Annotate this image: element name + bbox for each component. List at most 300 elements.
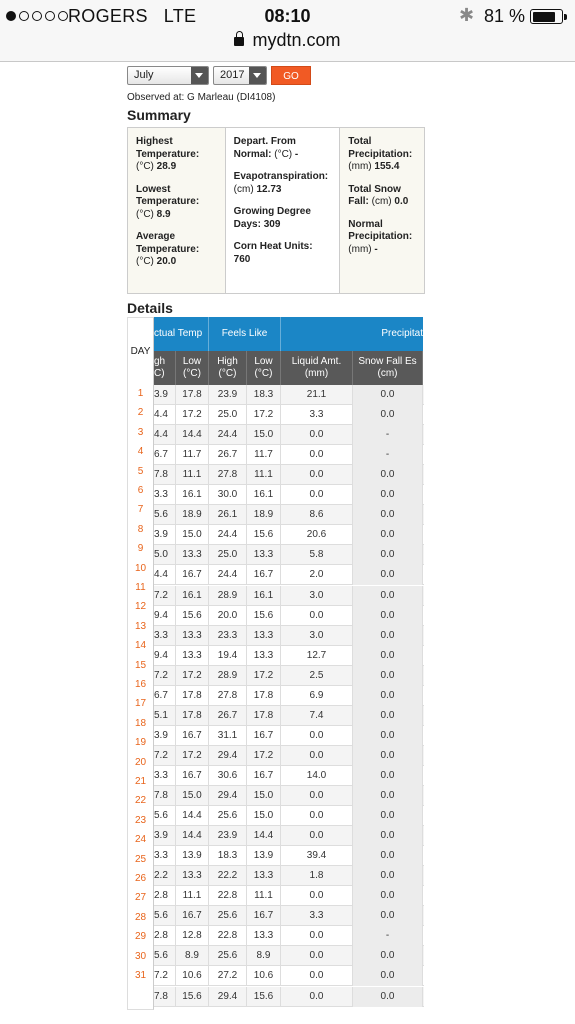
table-cell: 16.7	[176, 906, 209, 926]
table-row	[154, 686, 424, 706]
go-button[interactable]: GO	[271, 66, 311, 85]
day-number: 4	[137, 446, 144, 458]
table-cell: 17.2	[176, 405, 209, 425]
summary-precip-column	[340, 128, 424, 293]
table-cell: 15.0	[176, 786, 209, 806]
day-number: 25	[134, 853, 147, 865]
day-number: 28	[134, 911, 147, 923]
details-title: Details	[127, 300, 173, 316]
table-cell: 0.0	[353, 385, 423, 405]
table-cell: 11.7	[176, 445, 209, 465]
table-row	[154, 706, 424, 726]
table-row	[154, 786, 424, 806]
table-cell: 0.0	[281, 445, 353, 465]
day-header: DAY	[130, 346, 151, 357]
table-cell: 3.9	[154, 826, 176, 846]
day-column	[127, 317, 154, 1010]
table-cell: 1.8	[281, 866, 353, 886]
table-cell: 13.3	[247, 646, 281, 666]
day-number: 2	[137, 407, 144, 419]
table-cell: 10.6	[176, 966, 209, 986]
table-cell: 7.8	[154, 987, 176, 1007]
table-cell: 29.4	[209, 746, 247, 766]
table-cell: 0.0	[281, 987, 353, 1007]
day-number: 17	[134, 698, 147, 710]
column-header-line: (cm)	[377, 368, 398, 379]
lowest-temperature: Lowest Temperature: (°C) 8.9	[136, 183, 200, 220]
table-cell: 39.4	[281, 846, 353, 866]
table-cell: 25.6	[209, 806, 247, 826]
table-cell: 4.4	[154, 425, 176, 445]
table-cell: 0.0	[353, 586, 423, 606]
table-cell: 18.3	[209, 846, 247, 866]
table-cell: 0.0	[353, 786, 423, 806]
table-cell: 0.0	[353, 686, 423, 706]
table-row	[154, 766, 424, 786]
table-row	[154, 425, 424, 445]
table-cell: 25.6	[209, 946, 247, 966]
table-cell: 11.1	[176, 886, 209, 906]
day-number: 11	[135, 582, 146, 593]
table-cell: 17.2	[176, 746, 209, 766]
date-controls	[127, 66, 427, 86]
chevron-down-icon	[249, 67, 266, 84]
table-cell: 23.3	[209, 626, 247, 646]
table-cell: 5.6	[154, 946, 176, 966]
table-cell: 0.0	[353, 626, 423, 646]
table-cell: 11.1	[247, 465, 281, 485]
table-cell: 7.4	[281, 706, 353, 726]
table-cell: 0.0	[353, 405, 423, 425]
table-cell: 0.0	[353, 987, 423, 1007]
table-cell: 29.4	[209, 987, 247, 1007]
table-cell: 6.7	[154, 686, 176, 706]
table-cell: 18.9	[176, 505, 209, 525]
table-cell: 0.0	[353, 465, 423, 485]
corn-heat-units: Corn Heat Units: 760	[233, 241, 313, 265]
table-cell: 24.4	[209, 425, 247, 445]
table-cell: 15.6	[247, 525, 281, 545]
table-cell: 15.6	[247, 606, 281, 626]
table-row	[154, 746, 424, 766]
table-cell: 16.1	[176, 586, 209, 606]
table-cell: 0.0	[281, 746, 353, 766]
day-number: 14	[134, 640, 147, 652]
table-cell: 16.7	[247, 565, 281, 585]
table-cell: 9.4	[154, 646, 176, 666]
table-cell: 17.8	[176, 385, 209, 405]
table-row	[154, 646, 424, 666]
table-cell: 5.6	[154, 906, 176, 926]
table-row	[154, 946, 424, 966]
column-header-line: High	[217, 356, 238, 367]
day-number: 19	[134, 737, 147, 749]
table-cell: 26.1	[209, 505, 247, 525]
table-cell: 0.0	[353, 525, 423, 545]
table-cell: 0.0	[281, 485, 353, 505]
column-group-header: Precipitat	[281, 317, 423, 351]
table-cell: 15.6	[176, 987, 209, 1007]
table-cell: 14.4	[176, 826, 209, 846]
table-cell: 3.9	[154, 525, 176, 545]
carrier-label: ROGERS LTE	[68, 6, 197, 26]
table-cell: 16.7	[247, 906, 281, 926]
table-cell: 3.3	[154, 846, 176, 866]
lock-icon	[234, 37, 244, 46]
battery-percent: 81 %	[484, 6, 526, 26]
table-cell: -	[353, 926, 423, 946]
day-number: 30	[134, 950, 147, 962]
table-cell: 22.2	[209, 866, 247, 886]
table-cell: 11.1	[176, 465, 209, 485]
table-cell: 3.3	[281, 405, 353, 425]
table-cell: 2.8	[154, 926, 176, 946]
table-cell: 2.2	[154, 866, 176, 886]
column-header	[209, 351, 247, 385]
table-cell: 16.7	[247, 766, 281, 786]
table-cell: 17.2	[176, 666, 209, 686]
status-bar	[0, 0, 575, 32]
day-number: 7	[137, 504, 144, 516]
table-cell: -	[353, 445, 423, 465]
day-number: 3	[137, 426, 144, 438]
table-cell: 0.0	[353, 545, 423, 565]
day-number: 26	[134, 873, 147, 884]
table-row	[154, 505, 424, 525]
table-cell: 25.0	[209, 545, 247, 565]
table-cell: 0.0	[353, 826, 423, 846]
day-number: 24	[134, 834, 147, 846]
table-cell: 0.0	[281, 966, 353, 986]
table-cell: 26.7	[209, 706, 247, 726]
table-cell: 0.0	[281, 806, 353, 826]
table-cell: 0.0	[281, 826, 353, 846]
table-cell: 14.0	[281, 766, 353, 786]
table-cell: 0.0	[353, 505, 423, 525]
column-header	[281, 351, 353, 385]
table-cell: 0.0	[353, 806, 423, 826]
table-cell: 7.8	[154, 786, 176, 806]
day-number: 18	[134, 717, 147, 729]
table-cell: 6.7	[154, 445, 176, 465]
table-cell: 23.9	[209, 385, 247, 405]
column-header	[176, 351, 209, 385]
column-header-line: C)	[154, 368, 165, 379]
table-cell: 17.8	[247, 706, 281, 726]
table-cell: 30.0	[209, 485, 247, 505]
table-cell: 16.7	[247, 726, 281, 746]
total-snow-fall: Total Snow Fall: (cm) 0.0	[348, 183, 409, 207]
table-cell: 13.3	[247, 926, 281, 946]
table-cell: 0.0	[353, 966, 423, 986]
column-header-line: Low	[254, 356, 273, 367]
day-number: 29	[134, 931, 147, 943]
table-row	[154, 606, 424, 626]
table-row	[154, 726, 424, 746]
table-cell: 24.4	[209, 525, 247, 545]
table-cell: 16.7	[176, 726, 209, 746]
table-cell: 27.8	[209, 686, 247, 706]
table-cell: 11.1	[247, 886, 281, 906]
table-cell: 18.3	[247, 385, 281, 405]
table-cell: 0.0	[353, 565, 423, 585]
column-header-line: (°C)	[218, 368, 237, 379]
table-cell: 27.8	[209, 465, 247, 485]
network-type: LTE	[163, 6, 197, 26]
table-cell: 0.0	[353, 726, 423, 746]
table-row	[154, 806, 424, 826]
column-header	[154, 351, 176, 385]
table-cell: 0.0	[353, 746, 423, 766]
column-header	[247, 351, 281, 385]
table-cell: 0.0	[281, 425, 353, 445]
table-cell: 8.6	[281, 505, 353, 525]
table-cell: 13.3	[176, 646, 209, 666]
table-cell: 16.1	[247, 586, 281, 606]
url-domain: mydtn.com	[252, 30, 341, 50]
table-cell: 0.0	[281, 465, 353, 485]
summary-temperature-column	[128, 128, 226, 293]
day-number: 10	[134, 562, 147, 574]
day-number: 23	[134, 814, 147, 826]
column-header-line: (mm)	[304, 368, 329, 379]
table-cell: 15.6	[176, 606, 209, 626]
column-header-line: Snow Fall Es	[358, 356, 417, 367]
table-cell: 7.8	[154, 465, 176, 485]
table-cell: 15.0	[247, 806, 281, 826]
table-cell: 17.2	[247, 746, 281, 766]
table-cell: 0.0	[281, 786, 353, 806]
observed-at: Observed at: G Marleau (DI4108)	[127, 92, 276, 103]
browser-chrome	[0, 0, 575, 62]
table-cell: 20.0	[209, 606, 247, 626]
table-cell: 28.9	[209, 586, 247, 606]
year-select[interactable]: 2017	[213, 66, 267, 85]
table-cell: 17.8	[247, 686, 281, 706]
table-row	[154, 405, 424, 425]
day-number: 13	[134, 620, 147, 632]
table-cell: 14.4	[176, 425, 209, 445]
table-row	[154, 987, 424, 1007]
table-cell: 14.4	[176, 806, 209, 826]
table-cell: 0.0	[353, 606, 423, 626]
table-cell: 15.0	[176, 525, 209, 545]
table-cell: 17.8	[176, 706, 209, 726]
table-cell: 0.0	[281, 946, 353, 966]
table-row	[154, 906, 424, 926]
table-cell: 13.3	[176, 626, 209, 646]
day-number: 31	[134, 970, 147, 981]
table-cell: 13.9	[176, 846, 209, 866]
status-time: 08:10	[264, 6, 311, 26]
summary-panel	[127, 127, 425, 294]
table-cell: 6.9	[281, 686, 353, 706]
table-row	[154, 385, 424, 405]
table-cell: 7.2	[154, 746, 176, 766]
table-cell: 13.3	[247, 626, 281, 646]
day-number: 8	[137, 523, 144, 535]
table-row	[154, 926, 424, 946]
table-cell: 22.8	[209, 886, 247, 906]
bluetooth-icon: ✱	[459, 5, 475, 25]
table-cell: 9.4	[154, 606, 176, 626]
table-cell: 4.4	[154, 565, 176, 585]
table-cell: 13.3	[247, 545, 281, 565]
table-cell: 15.0	[247, 425, 281, 445]
table-cell: 2.8	[154, 886, 176, 906]
table-cell: 0.0	[281, 926, 353, 946]
summary-title: Summary	[127, 107, 191, 123]
table-cell: 12.8	[176, 926, 209, 946]
table-cell: 16.7	[176, 565, 209, 585]
table-cell: 18.9	[247, 505, 281, 525]
table-cell: 5.6	[154, 806, 176, 826]
table-cell: 0.0	[353, 906, 423, 926]
table-cell: 16.1	[247, 485, 281, 505]
table-cell: 7.2	[154, 966, 176, 986]
table-cell: 14.4	[247, 826, 281, 846]
table-row	[154, 485, 424, 505]
table-cell: 0.0	[281, 726, 353, 746]
table-cell: 10.6	[247, 966, 281, 986]
table-cell: 17.2	[247, 666, 281, 686]
column-header	[353, 351, 423, 385]
table-cell: 0.0	[353, 866, 423, 886]
battery-icon	[530, 9, 563, 24]
normal-precipitation: Normal Precipitation: (mm) -	[348, 218, 413, 255]
table-cell: 30.6	[209, 766, 247, 786]
table-cell: 0.0	[281, 606, 353, 626]
table-cell: 8.9	[247, 946, 281, 966]
average-temperature: Average Temperature: (°C) 20.0	[136, 231, 200, 267]
table-cell: 3.3	[154, 766, 176, 786]
table-cell: 5.0	[154, 545, 176, 565]
chevron-down-icon	[191, 67, 208, 84]
url-bar[interactable]	[0, 30, 575, 51]
table-cell: 20.6	[281, 525, 353, 545]
table-cell: 0.0	[353, 666, 423, 686]
depart-from-normal: Depart. From Normal: (°C) -	[233, 136, 299, 160]
column-header-line: Low	[182, 356, 202, 367]
table-cell: 22.8	[209, 926, 247, 946]
table-cell: 25.0	[209, 405, 247, 425]
table-cell: 5.6	[154, 505, 176, 525]
table-row	[154, 586, 424, 606]
table-cell: 13.3	[176, 866, 209, 886]
highest-temperature: Highest Temperature: (°C) 28.9	[136, 136, 200, 172]
column-group-header: Feels Like	[209, 317, 281, 351]
table-cell: 4.4	[154, 405, 176, 425]
table-cell: 25.6	[209, 906, 247, 926]
table-cell: 26.7	[209, 445, 247, 465]
table-cell: 2.0	[281, 565, 353, 585]
table-cell: 11.7	[247, 445, 281, 465]
table-cell: 7.2	[154, 586, 176, 606]
table-cell: 15.6	[247, 987, 281, 1007]
table-cell: 0.0	[353, 485, 423, 505]
table-cell: 12.7	[281, 646, 353, 666]
table-cell: 19.4	[209, 646, 247, 666]
table-row	[154, 445, 424, 465]
table-cell: 16.7	[176, 766, 209, 786]
table-row	[154, 565, 424, 585]
table-cell: 17.8	[176, 686, 209, 706]
column-header-line: gh	[154, 356, 166, 367]
details-table[interactable]	[127, 317, 424, 1010]
table-cell: 31.1	[209, 726, 247, 746]
table-cell: 27.2	[209, 966, 247, 986]
table-cell: 0.0	[353, 846, 423, 866]
total-precipitation: Total Precipitation: (mm) 155.4	[348, 136, 413, 172]
table-cell: 15.0	[247, 786, 281, 806]
table-row	[154, 545, 424, 565]
table-cell: 5.1	[154, 706, 176, 726]
table-cell: 3.3	[281, 906, 353, 926]
table-row	[154, 846, 424, 866]
summary-agro-column	[226, 128, 341, 293]
growing-degree-days: Growing Degree Days: 309	[233, 206, 311, 230]
table-cell: 3.0	[281, 626, 353, 646]
day-number: 16	[134, 679, 147, 690]
table-row	[154, 826, 424, 846]
table-row	[154, 525, 424, 545]
table-cell: 24.4	[209, 565, 247, 585]
day-number: 1	[137, 388, 144, 399]
day-number: 15	[134, 659, 147, 671]
table-cell: 17.2	[247, 405, 281, 425]
table-cell: 0.0	[353, 646, 423, 666]
table-cell: 7.2	[154, 666, 176, 686]
table-row	[154, 626, 424, 646]
table-cell: 16.1	[176, 485, 209, 505]
table-cell: 3.3	[154, 485, 176, 505]
column-header-line: Liquid Amt.	[291, 356, 342, 367]
table-cell: 13.3	[176, 545, 209, 565]
table-cell: 21.1	[281, 385, 353, 405]
table-cell: 3.0	[281, 586, 353, 606]
table-cell: 0.0	[353, 946, 423, 966]
table-cell: 0.0	[353, 766, 423, 786]
month-select[interactable]: July	[127, 66, 209, 85]
table-cell: 13.9	[247, 846, 281, 866]
column-header-line: (°C)	[183, 368, 201, 379]
day-number: 27	[134, 892, 147, 904]
evapotranspiration: Evapotranspiration: (cm) 12.73	[233, 171, 329, 195]
table-cell: 13.3	[247, 866, 281, 886]
day-number: 20	[134, 756, 147, 768]
table-row	[154, 966, 424, 986]
day-number: 9	[137, 543, 144, 555]
table-cell: 23.9	[209, 826, 247, 846]
table-row	[154, 666, 424, 686]
table-cell: 0.0	[281, 886, 353, 906]
table-cell: 0.0	[353, 706, 423, 726]
day-number: 12	[134, 601, 147, 613]
column-header-line: (°C)	[254, 368, 273, 379]
table-cell: 3.9	[154, 726, 176, 746]
day-number: 5	[137, 465, 144, 477]
day-number: 6	[137, 485, 144, 496]
table-cell: 0.0	[353, 886, 423, 906]
table-cell: 5.8	[281, 545, 353, 565]
day-number: 22	[134, 795, 147, 807]
table-cell: 3.9	[154, 385, 176, 405]
table-row	[154, 886, 424, 906]
table-cell: -	[353, 425, 423, 445]
table-cell: 2.5	[281, 666, 353, 686]
table-cell: 29.4	[209, 786, 247, 806]
table-row	[154, 465, 424, 485]
